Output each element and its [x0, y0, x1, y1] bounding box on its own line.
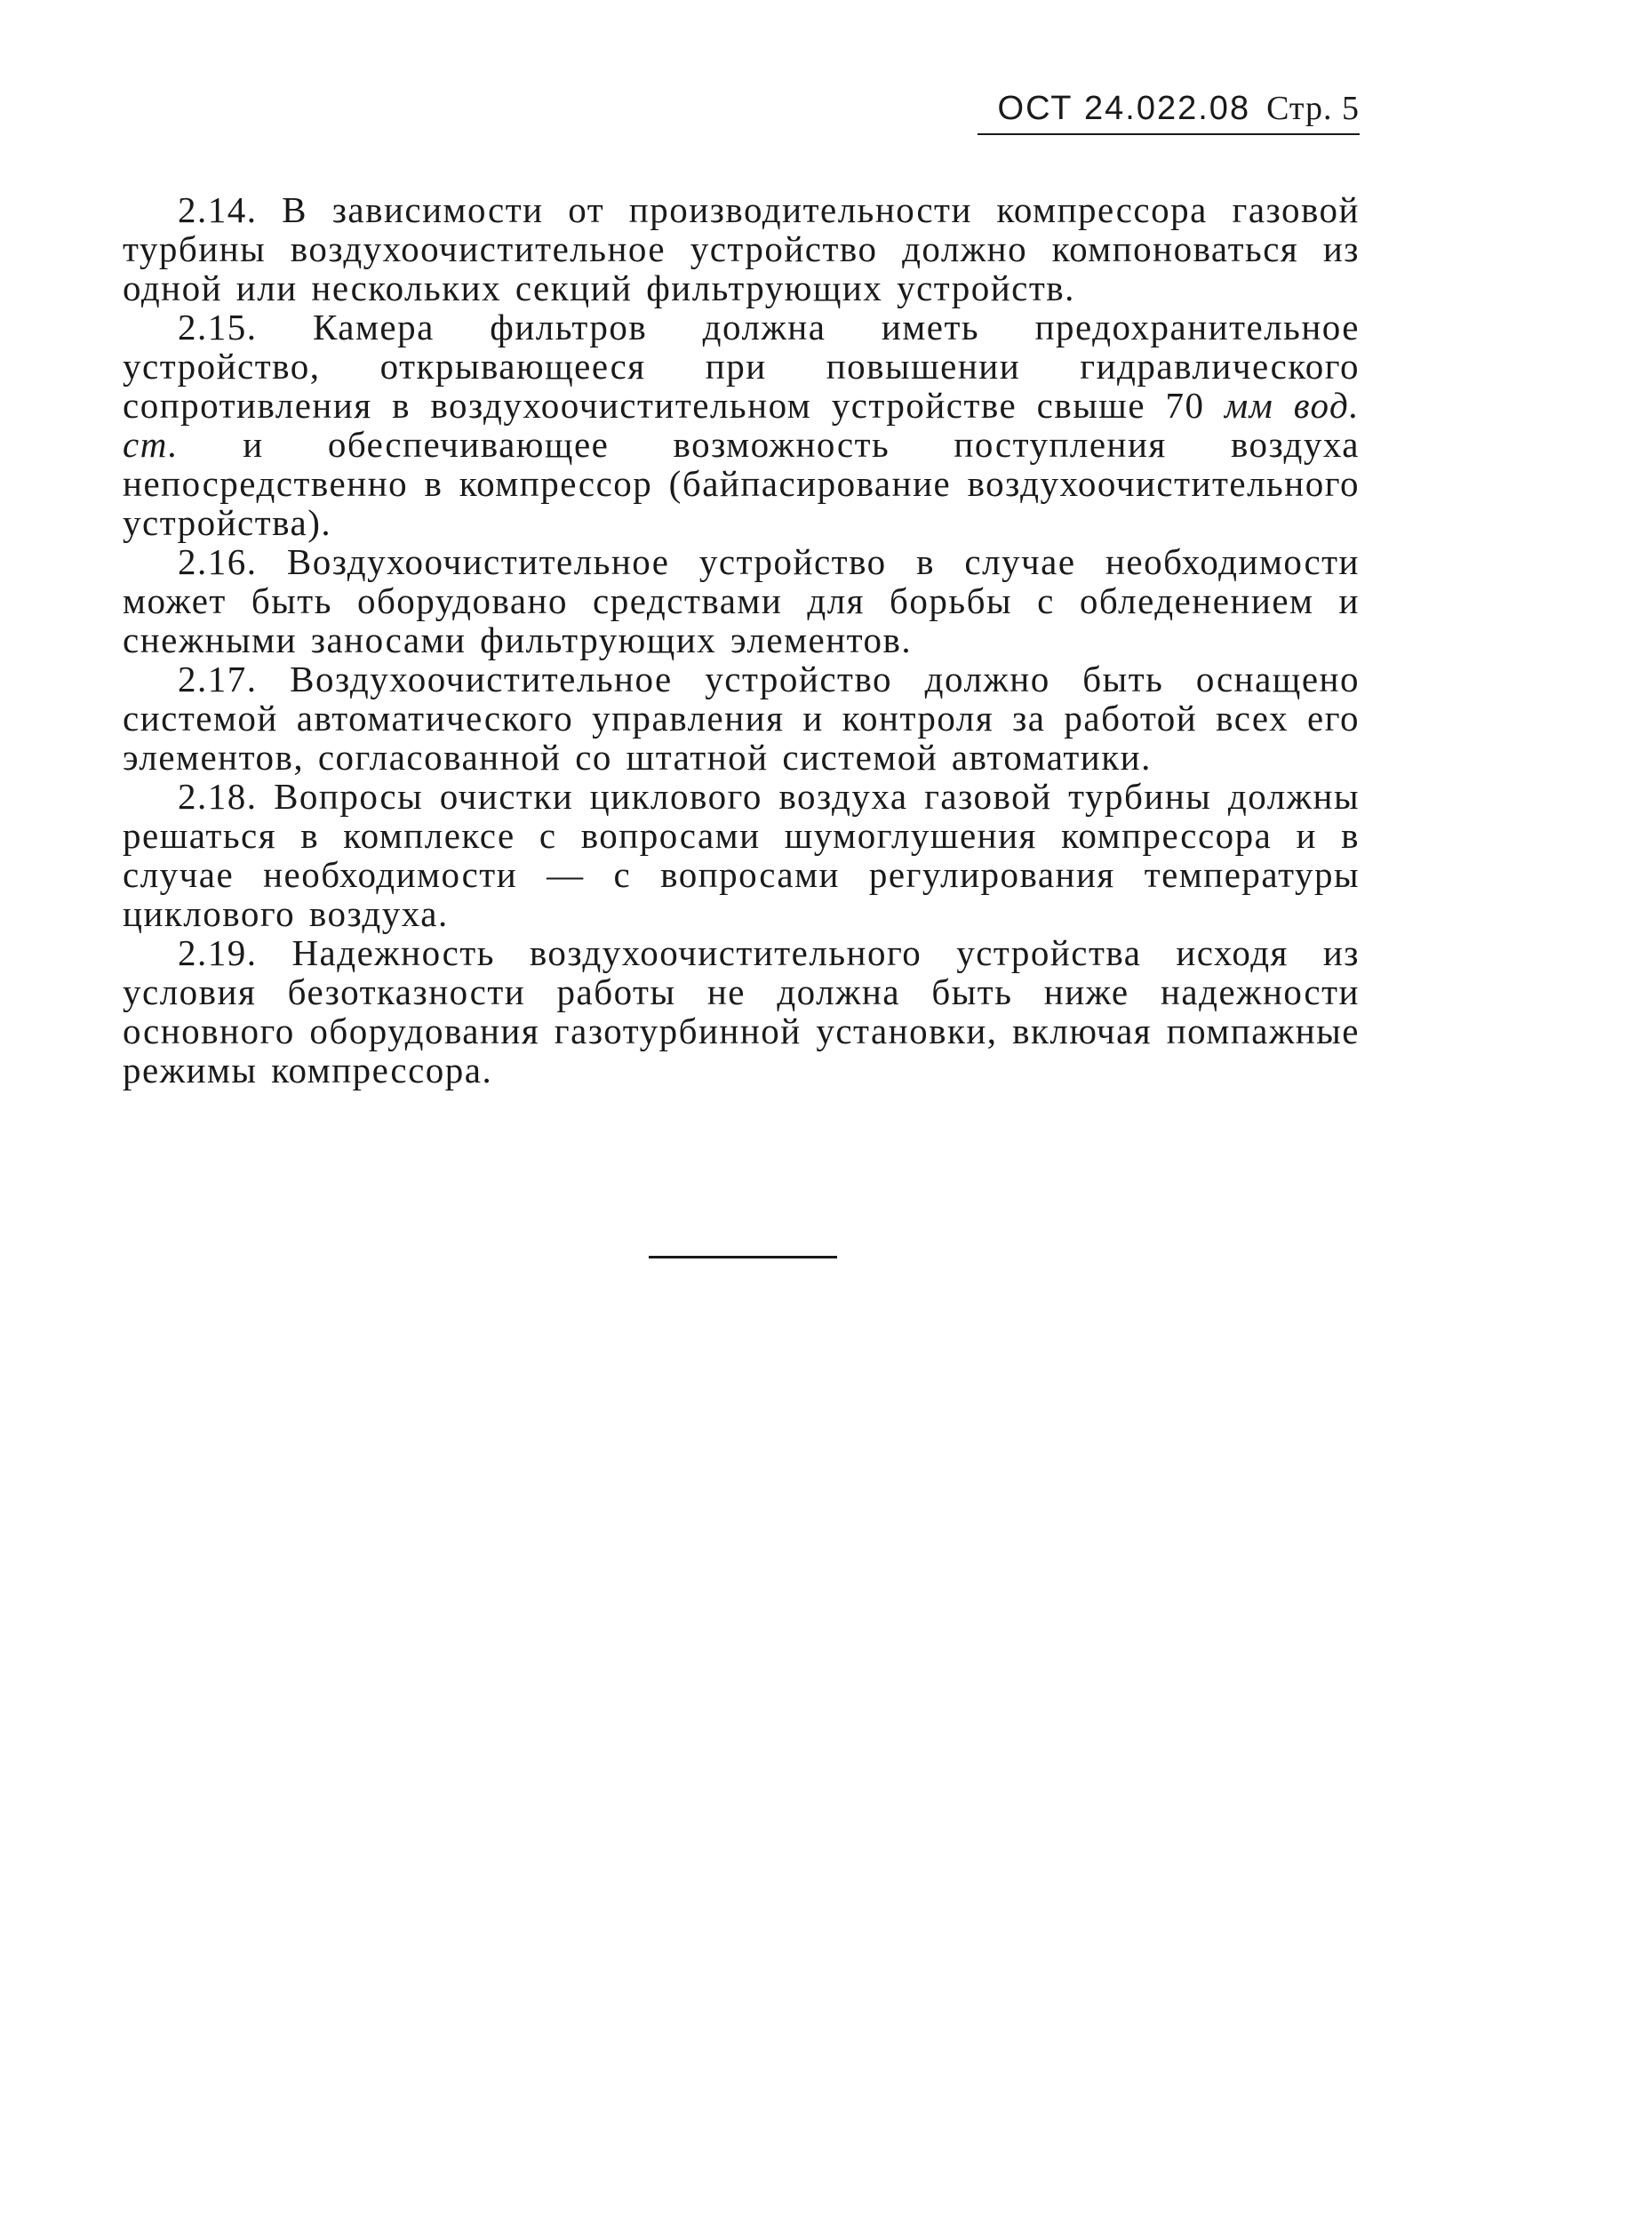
paragraph-2-17: 2.17. Воздухоочистительное устройство должно быть оснащено системой автоматического управления и контроля за работой всех его элементов, согласованной со штатной системой автоматики.	[123, 659, 1360, 778]
paragraph-2-15-text-cont: и обеспечивающее возможность поступления воздуха непосредственно в компрессор (байпасирование воздухоочистительного устройства).	[123, 424, 1360, 543]
end-of-text-divider	[649, 1256, 837, 1258]
paragraph-2-19: 2.19. Надежность воздухоочистительного устройства исходя из условия безотказности работы не должна быть ниже надежности основного оборудования газотурбинной установки, включая помпажные режимы компрессора.	[123, 932, 1360, 1091]
page-number: Стр. 5	[1266, 90, 1360, 127]
paragraph-2-14: 2.14. В зависимости от производительности компрессора газовой турбины воздухоочистительное устройство должно компоноваться из одной или нескольких секций фильтрующих устройств.	[123, 189, 1360, 308]
pressure-unit: мм вод. ст.	[123, 385, 1360, 465]
document-body	[123, 190, 1360, 1090]
document-code: ОСТ 24.022.08	[997, 90, 1251, 127]
paragraph-2-15	[123, 308, 1360, 542]
paragraph-2-15-text: 2.15. Камера фильтров должна иметь предохранительное устройство, открывающееся при повышении гидравлического сопротивления в воздухоочистительном устройстве свыше 70	[123, 307, 1360, 426]
paragraph-2-16: 2.16. Воздухоочистительное устройство в случае необходимости может быть оборудовано средствами для борьбы с обледенением и снежными заносами фильтрующих элементов.	[123, 541, 1360, 660]
paragraph-2-18: 2.18. Вопросы очистки циклового воздуха газовой турбины должны решаться в комплексе с вопросами шумоглушения компрессора и в случае необходимости — с вопросами регулирования температуры циклового воздуха.	[123, 776, 1360, 934]
page-header	[978, 89, 1360, 135]
